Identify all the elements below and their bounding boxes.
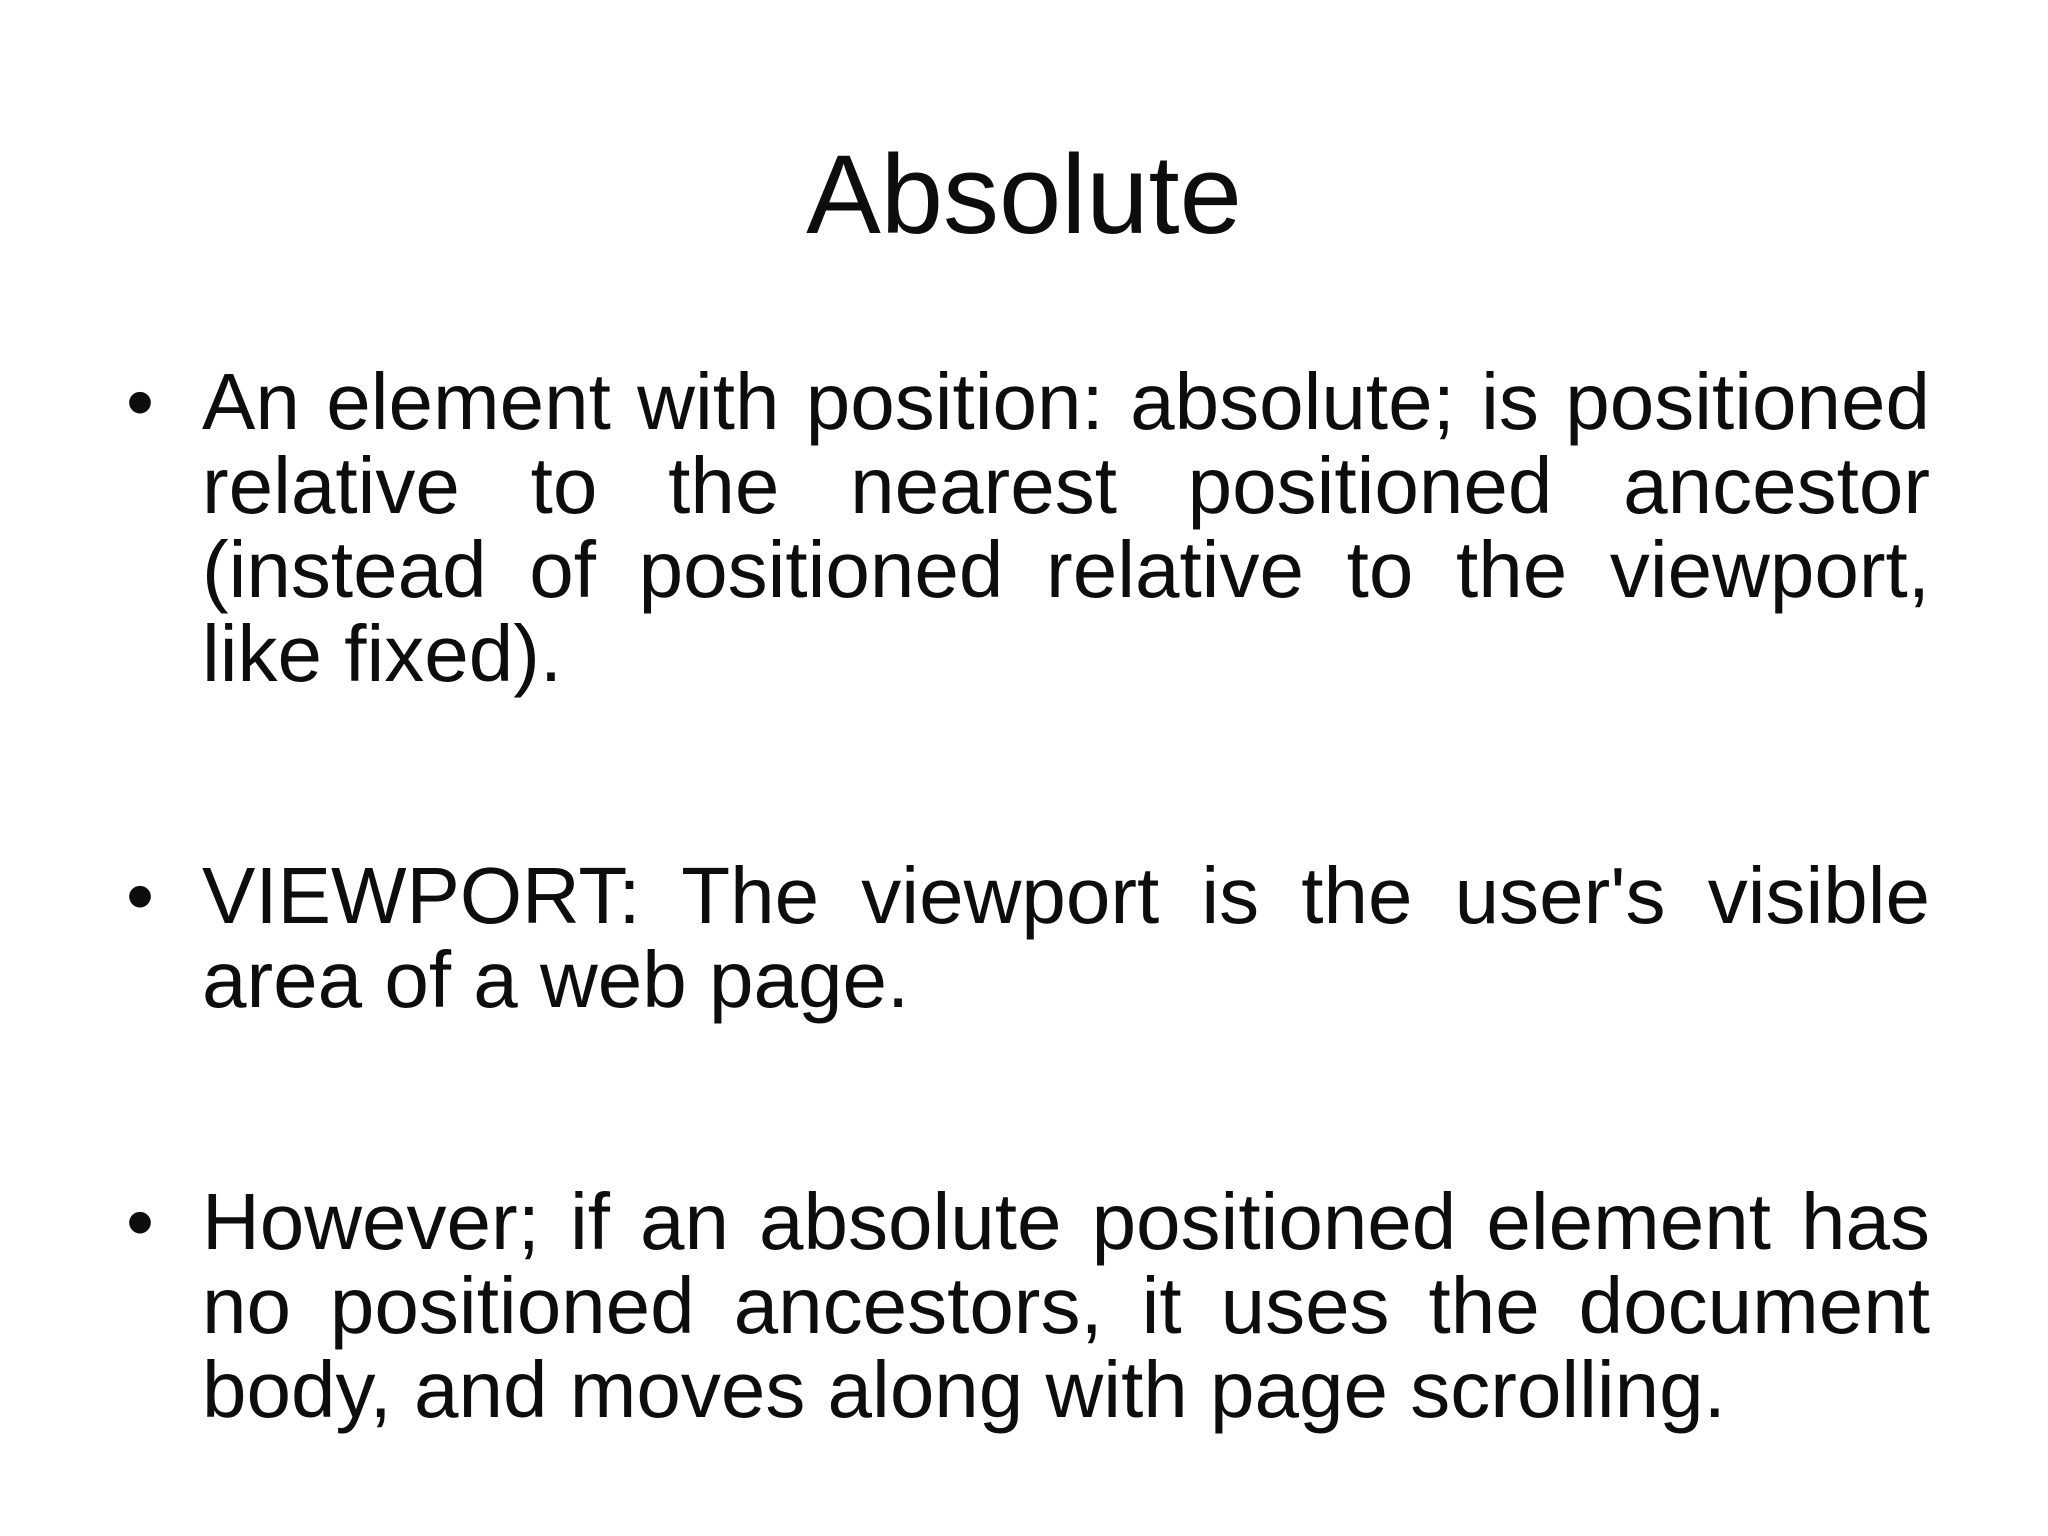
slide-title: Absolute <box>806 132 1242 257</box>
bullet-text: An element with position: absolute; is positioned relative to the nearest positioned ancestor (instead of positioned relative to the viewport, like fixed). <box>202 357 1930 698</box>
bullet-list <box>120 357 1930 1434</box>
bullet-item-viewport-definition <box>120 851 1930 1024</box>
bullet-item-absolute-definition <box>120 357 1930 698</box>
bullet-marker: • <box>126 1177 155 1266</box>
bullet-marker: • <box>126 357 155 446</box>
bullet-marker: • <box>126 851 155 940</box>
bullet-text: However; if an absolute positioned element has no positioned ancestors, it uses the document body, and moves along with page scrolling. <box>202 1177 1930 1434</box>
bullet-text: VIEWPORT: The viewport is the user's visible area of a web page. <box>202 851 1930 1024</box>
bullet-item-no-ancestors <box>120 1177 1930 1434</box>
